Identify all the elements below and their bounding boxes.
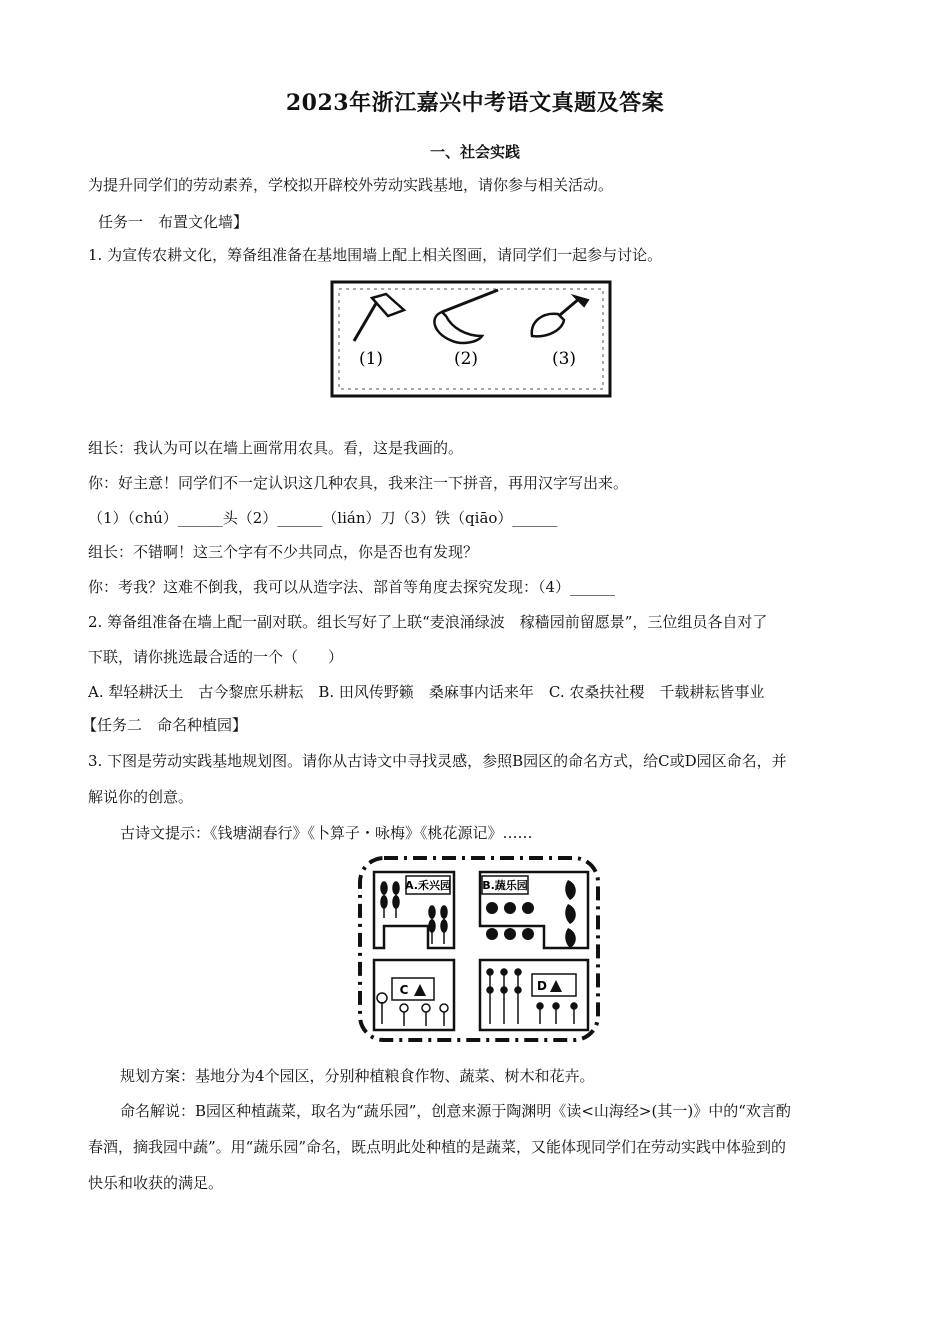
question-3-line-1: 3. 下图是劳动实践基地规划图。请你从古诗文中寻找灵感，参照B园区的命名方式，给C或D园区命名，并 <box>88 752 787 770</box>
zone-c-sign <box>392 978 434 1000</box>
dialogue-line-3: 组长：不错啊！这三个字有不少共同点，你是否也有发现？ <box>88 543 479 561</box>
poem-hint: 古诗文提示：《钱塘湖春行》《卜算子・咏梅》《桃花源记》…… <box>120 824 533 842</box>
explanation-line-3: 快乐和收获的满足。 <box>88 1174 224 1192</box>
zone-c-label: C <box>399 983 409 997</box>
explanation-line-1: 命名解说：B园区种植蔬菜，取名为“蔬乐园”，创意来源于陶渊明《读<山海经>(其一)》中的“欢言酌 <box>120 1102 791 1120</box>
question-2-line-1: 2. 筹备组准备在墙上配一副对联。组长写好了上联“麦浪涌绿波 稼穑园前留愿景”，三位组员各自对了 <box>88 613 768 631</box>
task2-heading: 【任务二 命名种植园】 <box>82 716 248 734</box>
shovel-icon <box>532 296 588 336</box>
tool-label-3: (3) <box>551 349 577 369</box>
task1-heading: 任务一 布置文化墙】 <box>98 213 249 231</box>
plan-text: 规划方案：基地分为4个园区，分别种植粮食作物、蔬菜、树木和花卉。 <box>120 1067 595 1085</box>
section-heading: 一、社会实践 <box>429 143 520 161</box>
hoe-icon <box>354 294 404 341</box>
explanation-line-2: 春酒，摘我园中蔬”。用“蔬乐园”命名，既点明此处种植的是蔬菜，又能体现同学们在劳动实践中体验到的 <box>88 1138 787 1156</box>
zone-d-label: D <box>537 979 547 993</box>
tool-label-2: (2) <box>453 349 479 369</box>
zone-b-label: B.蔬乐园 <box>482 879 528 892</box>
tool-label-1: (1) <box>358 349 384 369</box>
question-2-line-2: 下联，请你挑选最合适的一个（ ） <box>88 648 344 666</box>
question-3-line-2: 解说你的创意。 <box>88 788 194 806</box>
pinyin-blanks: （1）（chú）______头（2）______（lián）刀（3）铁（qiāo）______ <box>88 509 558 527</box>
dialogue-line-4: 你：考我？这难不倒我，我可以从造字法、部首等角度去探究发现：（4）______ <box>88 578 616 596</box>
farm-tools-figure <box>326 276 616 404</box>
question-2-options: A. 犁轻耕沃土 古今黎庶乐耕耘 B. 田风传野籁 桑麻事内话来年 C. 农桑扶社稷 千载耕耘皆事业 <box>88 683 765 701</box>
intro-text: 为提升同学们的劳动素养，学校拟开辟校外劳动实践基地，请你参与相关活动。 <box>88 176 614 194</box>
zone-a-label: A.禾兴园 <box>405 879 451 892</box>
sickle-icon <box>434 290 498 343</box>
question-1: 1. 为宣传农耕文化，筹备组准备在基地围墙上配上相关图画，请同学们一起参与讨论。 <box>88 246 663 264</box>
dialogue-line-1: 组长：我认为可以在墙上画常用农具。看，这是我画的。 <box>88 439 464 457</box>
dialogue-line-2: 你：好主意！同学们不一定认识这几种农具，我来注一下拼音，再用汉字写出来。 <box>88 474 629 492</box>
garden-map-figure <box>356 852 602 1046</box>
page-title: 2023年浙江嘉兴中考语文真题及答案 <box>285 90 665 116</box>
